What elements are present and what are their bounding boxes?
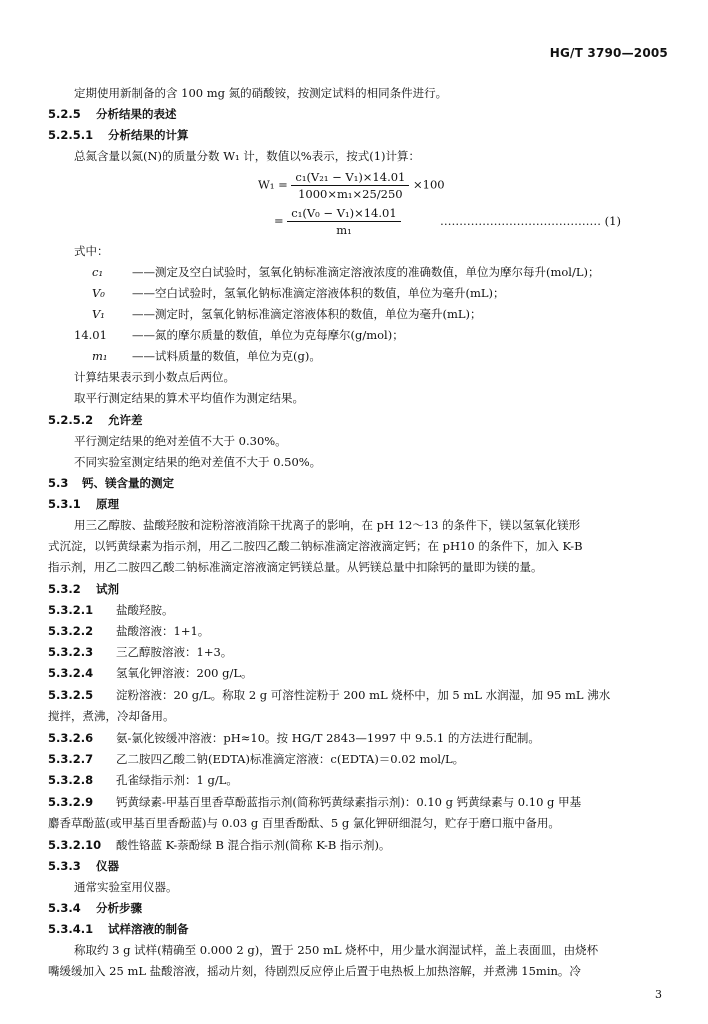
leader-dots: ……………………………………: [440, 214, 601, 228]
text-line: 总氮含量以氮(N)的质量分数 W₁ 计，数值以%表示，按式(1)计算：: [74, 149, 420, 163]
definition-text: ——试料质量的数值，单位为克(g)。: [132, 349, 321, 363]
item-text: 酸性铬蓝 K-萘酚绿 B 混合指示剂(简称 K-B 指示剂)。: [116, 838, 391, 852]
item-text: 盐酸溶液：1+1。: [116, 624, 210, 638]
fraction-numerator: c₁(V₂₁ − V₁)×14.01: [291, 170, 409, 186]
formula-tail: ×100: [413, 177, 445, 192]
equation-leader: [440, 214, 621, 228]
section-5-3-1: [48, 497, 119, 511]
section-5-2-5-2: [48, 413, 143, 427]
section-5-2-5-1: [48, 128, 189, 142]
section-title: 仪器: [96, 859, 120, 873]
text-line: 定期使用新制备的含 100 mg 氮的硝酸铵，按测定试料的相同条件进行。: [74, 86, 448, 100]
item-text: 盐酸羟胺。: [116, 603, 174, 617]
item-text: 氢氧化钾溶液：200 g/L。: [116, 666, 253, 680]
item-number: 5.3.2.6: [48, 731, 94, 745]
section-number: 5.2.5.2: [48, 413, 94, 427]
section-5-3-4: [48, 901, 142, 915]
section-number: 5.2.5: [48, 107, 81, 121]
equation-number: (1): [604, 214, 621, 228]
where-label: 式中：: [74, 244, 109, 258]
section-5-2-5: [48, 107, 177, 121]
definition-v1: [92, 307, 482, 321]
standard-code: HG/T 3790—2005: [549, 46, 668, 60]
definition-text: ——氮的摩尔质量的数值，单位为克每摩尔(g/mol)；: [132, 328, 404, 342]
definition-symbol: V₀: [92, 286, 105, 300]
item-number: 5.3.2.1: [48, 603, 94, 617]
definition-text: ——测定及空白试验时，氢氧化钠标准滴定溶液浓度的准确数值，单位为摩尔每升(mol/L)；: [132, 265, 600, 279]
definition-m1: [92, 349, 321, 363]
text-line: 指示剂，用乙二胺四乙酸二钠标准滴定溶液滴定钙镁总量。从钙镁总量中扣除钙的量即为镁的量。: [48, 560, 543, 574]
section-number: 5.3.4.1: [48, 922, 94, 936]
text-line: 计算结果表示到小数点后两位。: [74, 370, 235, 384]
reagent-item: [48, 731, 540, 745]
item-number: 5.3.2.7: [48, 752, 94, 766]
item-number: 5.3.2.2: [48, 624, 94, 638]
section-title: 分析结果的计算: [108, 128, 189, 142]
definition-symbol: V₁: [92, 307, 105, 321]
item-number: 5.3.2.3: [48, 645, 94, 659]
item-text: 孔雀绿指示剂：1 g/L。: [116, 773, 238, 787]
item-number: 5.3.2.8: [48, 773, 94, 787]
section-number: 5.2.5.1: [48, 128, 94, 142]
section-title: 钙、镁含量的测定: [82, 476, 175, 490]
section-5-3-2: [48, 582, 119, 596]
formula-line-2: [274, 206, 401, 237]
text-line: 不同实验室测定结果的绝对差值不大于 0.50%。: [74, 455, 322, 469]
reagent-item: [48, 666, 252, 680]
item-text: 乙二胺四乙酸二钠(EDTA)标准滴定溶液：c(EDTA)＝0.02 mol/L。: [116, 752, 465, 766]
section-5-3-4-1: [48, 922, 189, 936]
text-line: 用三乙醇胺、盐酸羟胺和淀粉溶液消除干扰离子的影响，在 pH 12～13 的条件下，镁以氢氧化镁形: [74, 518, 581, 532]
text-line: 麝香草酚蓝(或甲基百里香酚蓝)与 0.03 g 百里香酚酞、5 g 氯化钾研细混匀，贮存于磨口瓶中备用。: [48, 816, 560, 830]
text-line: 嘴缓缓加入 25 mL 盐酸溶液，摇动片刻，待剧烈反应停止后置于电热板上加热溶解，并煮沸 15min。冷: [48, 964, 581, 978]
text-line: 式沉淀，以钙黄绿素为指示剂，用乙二胺四乙酸二钠标准滴定溶液滴定钙；在 pH10 的条件下，加入 K-B: [48, 539, 583, 553]
definition-symbol: c₁: [92, 265, 104, 279]
text-line: 称取约 3 g 试样(精确至 0.000 2 g)，置于 250 mL 烧杯中，用少量水润湿试样，盖上表面皿，由烧杯: [74, 943, 599, 957]
section-number: 5.3.2: [48, 582, 81, 596]
section-title: 允许差: [108, 413, 143, 427]
reagent-item: [48, 773, 238, 787]
fraction-numerator: c₁(V₀ − V₁)×14.01: [287, 206, 400, 222]
section-5-3: [48, 476, 174, 490]
reagent-item: [48, 838, 390, 852]
reagent-item: [48, 645, 232, 659]
section-number: 5.3.3: [48, 859, 81, 873]
item-number: 5.3.2.9: [48, 795, 94, 809]
fraction-denominator: m₁: [336, 223, 352, 237]
section-title: 分析结果的表述: [96, 107, 177, 121]
text-line: 通常实验室用仪器。: [74, 880, 178, 894]
item-text: 三乙醇胺溶液：1+3。: [116, 645, 233, 659]
reagent-item: [48, 795, 581, 809]
section-title: 分析步骤: [96, 901, 143, 915]
formula-lhs: W₁ =: [258, 177, 288, 192]
definition-molar-mass: [74, 328, 404, 342]
item-text: 氨-氯化铵缓冲溶液：pH≈10。按 HG/T 2843—1997 中 9.5.1 的方法进行配制。: [116, 731, 540, 745]
section-5-3-3: [48, 859, 119, 873]
reagent-item: [48, 603, 174, 617]
text-line: 平行测定结果的绝对差值不大于 0.30%。: [74, 434, 287, 448]
fraction-denominator: 1000×m₁×25/250: [298, 187, 403, 201]
reagent-item: [48, 688, 610, 702]
formula-fraction-2: [287, 206, 400, 237]
item-number: 5.3.2.10: [48, 838, 102, 852]
item-text: 淀粉溶液：20 g/L。称取 2 g 可溶性淀粉于 200 mL 烧杯中，加 5 mL 水润湿，加 95 mL 沸水: [116, 688, 611, 702]
definition-symbol: 14.01: [74, 328, 107, 342]
section-title: 原理: [96, 497, 120, 511]
formula-equals: =: [274, 213, 284, 228]
definition-c1: [92, 265, 600, 279]
text-line: 取平行测定结果的算术平均值作为测定结果。: [74, 391, 304, 405]
reagent-item: [48, 752, 464, 766]
section-title: 试剂: [96, 582, 120, 596]
section-number: 5.3.4: [48, 901, 81, 915]
item-number: 5.3.2.5: [48, 688, 94, 702]
definition-symbol: m₁: [92, 349, 108, 363]
item-number: 5.3.2.4: [48, 666, 94, 680]
formula-line-1: [258, 170, 445, 201]
page-number: 3: [655, 988, 662, 1001]
definition-text: ——测定时，氢氧化钠标准滴定溶液体积的数值，单位为毫升(mL)；: [132, 307, 482, 321]
item-text: 钙黄绿素-甲基百里香草酚蓝指示剂(简称钙黄绿素指示剂)：0.10 g 钙黄绿素与 0.10 g 甲基: [116, 795, 582, 809]
text-line: 搅拌，煮沸，冷却备用。: [48, 709, 175, 723]
section-number: 5.3: [48, 476, 69, 490]
section-title: 试样溶液的制备: [108, 922, 189, 936]
definition-v0: [92, 286, 505, 300]
definition-text: ——空白试验时，氢氧化钠标准滴定溶液体积的数值，单位为毫升(mL)；: [132, 286, 505, 300]
formula-fraction-1: [291, 170, 409, 201]
section-number: 5.3.1: [48, 497, 81, 511]
reagent-item: [48, 624, 209, 638]
